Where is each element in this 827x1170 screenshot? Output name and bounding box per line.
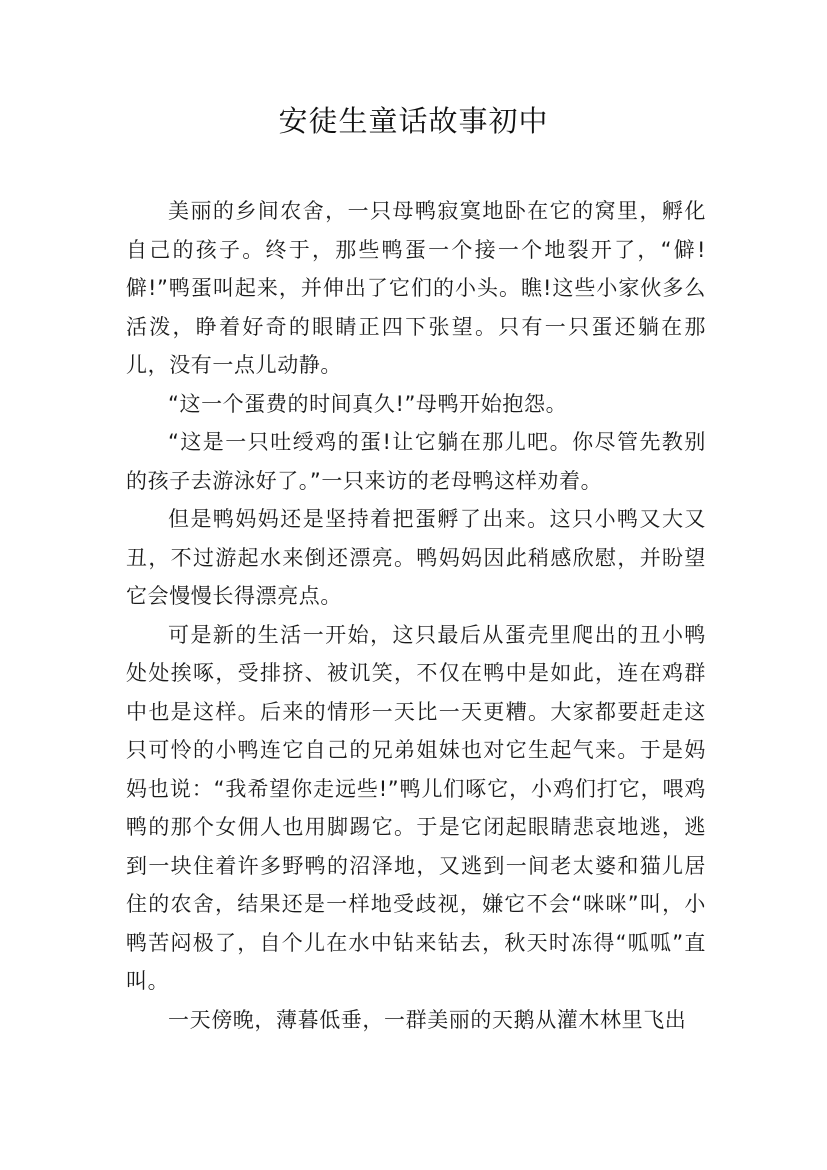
paragraph: “这是一只吐绶鸡的蛋!让它躺在那儿吧。你尽管先教别的孩子去游泳好了。”一只来访的老母鸭这样劝着。 [126, 430, 706, 493]
document-title: 安徒生童话故事初中 [278, 104, 549, 138]
paragraph: 可是新的生活一开始，这只最后从蛋壳里爬出的丑小鸭处处挨啄，受排挤、被讥笑，不仅在鸭中是如此，连在鸡群中也是这样。后来的情形一天比一天更糟。大家都要赶走这只可怜的小鸭连它自己的兄弟姐妹也对它生起气来。于是妈妈也说：“我希望你走远些!”鸭儿们啄它，小鸡们打它，喂鸡鸭的那个女佣人也用脚踢它。于是它闭起眼睛悲哀地逃，逃到一块住着许多野鸭的沼泽地，又逃到一间老太婆和猫儿居住的农舍，结果还是一样地受歧视，嫌它不会“咪咪”叫，小鸭苦闷极了，自个儿在水中钻来钻去，秋天时冻得“呱呱”直叫。 [126, 622, 706, 993]
document-body [126, 192, 706, 1039]
paragraph: 美丽的乡间农舍，一只母鸭寂寞地卧在它的窝里，孵化自己的孩子。终于，那些鸭蛋一个接一个地裂开了，“僻!僻!”鸭蛋叫起来，并伸出了它们的小头。瞧!这些小家伙多么活泼，睁着好奇的眼睛正四下张望。只有一只蛋还躺在那儿，没有一点儿动静。 [126, 199, 706, 377]
paragraph: “这一个蛋费的时间真久!”母鸭开始抱怨。 [168, 391, 568, 416]
paragraph: 一天傍晚，薄暮低垂，一群美丽的天鹅从灌木林里飞出 [168, 1007, 687, 1032]
paragraph: 但是鸭妈妈还是坚持着把蛋孵了出来。这只小鸭又大又丑，不过游起水来倒还漂亮。鸭妈妈因此稍感欣慰，并盼望它会慢慢长得漂亮点。 [126, 507, 706, 608]
